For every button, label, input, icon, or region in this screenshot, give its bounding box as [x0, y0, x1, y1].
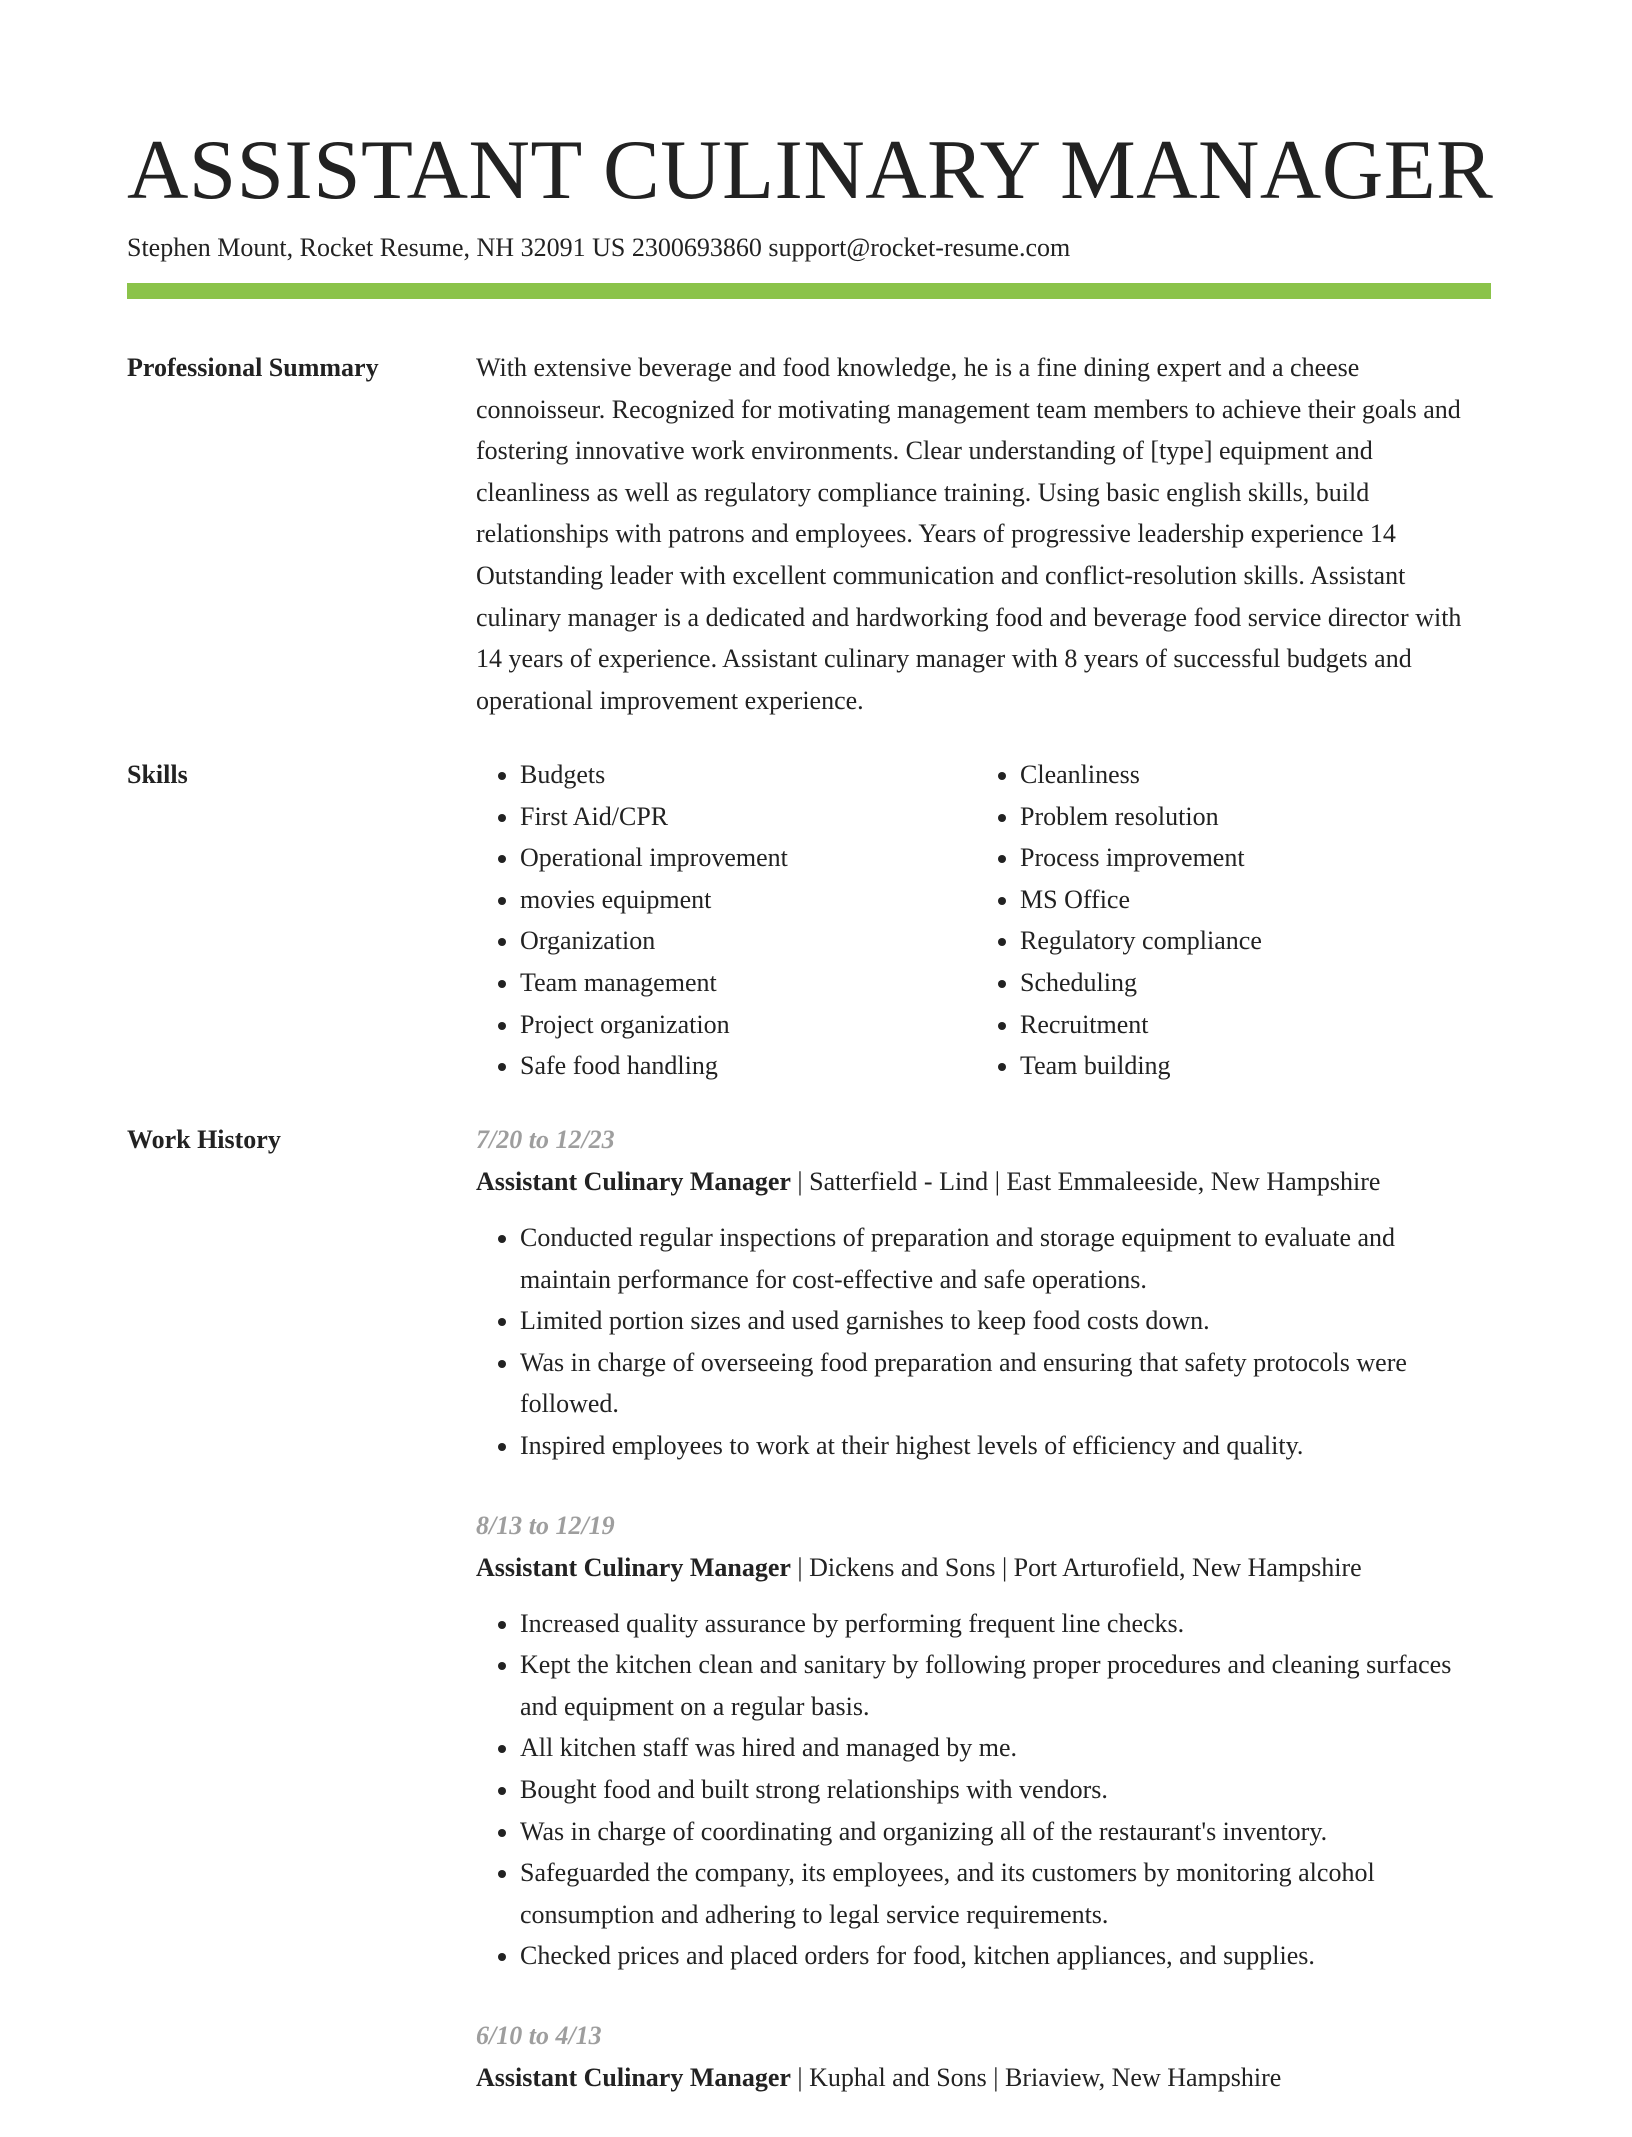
skill-item: • Safe food handling — [520, 1045, 976, 1087]
job-entry — [476, 2015, 1491, 2099]
skill-item: • movies equipment — [520, 879, 976, 921]
job-bullet: • Bought food and built strong relationships with vendors. — [520, 1769, 1491, 1811]
job-bullet-list — [476, 1217, 1491, 1467]
job-company: | Kuphal and Sons — [791, 2063, 987, 2092]
skill-item: • Scheduling — [1020, 962, 1476, 1004]
summary-text: With extensive beverage and food knowledge, he is a fine dining expert and a cheese connoisseur. Recognized for motivating management team members to achieve their goals and fostering innovative work environments. Clear understanding of [type] equipment and cleanliness as well as regulatory compliance training. Using basic english skills, build relationships with patrons and employees. Years of progressive leadership experience 14 Outstanding leader with excellent communication and conflict-resolution skills. Assistant culinary manager is a dedicated and hardworking food and beverage food service director with 14 years of experience. Assistant culinary manager with 8 years of successful budgets and operational improvement experience. — [476, 353, 1462, 715]
skill-item: • Process improvement — [1020, 837, 1476, 879]
skill-item: • Budgets — [520, 754, 976, 796]
job-location: | East Emmaleeside, New Hampshire — [988, 1167, 1380, 1196]
skills-body — [476, 754, 1491, 1087]
job-dates: 8/13 to 12/19 — [476, 1510, 615, 1540]
job-title: Assistant Culinary Manager — [476, 1552, 791, 1582]
job-header — [476, 1161, 1491, 1203]
contact-phone: 2300693860 — [631, 233, 762, 262]
job-title: Assistant Culinary Manager — [476, 1167, 791, 1196]
work-history-heading: Work History — [127, 1125, 281, 1154]
accent-divider — [127, 283, 1491, 299]
skill-item: • Regulatory compliance — [1020, 920, 1476, 962]
contact-name: Stephen Mount, — [127, 233, 294, 262]
skill-item: • Team building — [1020, 1045, 1476, 1087]
skill-item: • Recruitment — [1020, 1004, 1476, 1046]
skill-item: • Problem resolution — [1020, 796, 1476, 838]
job-dates: 7/20 to 12/23 — [476, 1125, 615, 1154]
contact-location: NH 32091 US — [476, 233, 626, 262]
job-bullet: • Was in charge of coordinating and organizing all of the restaurant's inventory. — [520, 1811, 1491, 1853]
skill-item: • Cleanliness — [1020, 754, 1476, 796]
skill-item: • Team management — [520, 962, 976, 1004]
job-header — [476, 1547, 1491, 1589]
job-entry — [476, 1505, 1491, 1977]
contact-line — [127, 232, 1070, 264]
job-bullet: • Increased quality assurance by performing frequent line checks. — [520, 1603, 1491, 1645]
job-bullet-list — [476, 1603, 1491, 1977]
job-bullet: • Inspired employees to work at their highest levels of efficiency and quality. — [520, 1425, 1491, 1467]
skill-item: • Organization — [520, 920, 976, 962]
skills-list-right — [976, 754, 1476, 1087]
job-bullet: • All kitchen staff was hired and managed by me. — [520, 1727, 1491, 1769]
skill-item: • Project organization — [520, 1004, 976, 1046]
job-bullet: • Safeguarded the company, its employees, and its customers by monitoring alcohol consumption and adhering to legal service requirements. — [520, 1852, 1491, 1935]
skill-item: • MS Office — [1020, 879, 1476, 921]
job-company: | Dickens and Sons — [791, 1553, 996, 1582]
job-header — [476, 2057, 1491, 2099]
skills-heading: Skills — [127, 760, 188, 789]
skill-item: • First Aid/CPR — [520, 796, 976, 838]
job-bullet: • Kept the kitchen clean and sanitary by following proper procedures and cleaning surfaces and equipment on a regular basis. — [520, 1644, 1491, 1727]
contact-company: Rocket Resume, — [299, 233, 471, 262]
skills-list-left — [476, 754, 976, 1087]
job-bullet: • Conducted regular inspections of preparation and storage equipment to evaluate and maintain performance for cost-effective and safe operations. — [520, 1217, 1491, 1300]
job-title: Assistant Culinary Manager — [476, 2062, 791, 2092]
job-location: | Port Arturofield, New Hampshire — [995, 1553, 1361, 1582]
job-bullet: • Checked prices and placed orders for food, kitchen appliances, and supplies. — [520, 1935, 1491, 1977]
contact-email[interactable]: support@rocket-resume.com — [768, 233, 1071, 262]
resume-title: ASSISTANT CULINARY MANAGER — [127, 123, 1494, 217]
job-location: | Briaview, New Hampshire — [987, 2063, 1282, 2092]
summary-heading: Professional Summary — [127, 353, 379, 382]
job-company: | Satterfield - Lind — [791, 1167, 988, 1196]
work-history-body — [476, 1119, 1491, 2137]
job-bullet: • Limited portion sizes and used garnishes to keep food costs down. — [520, 1300, 1491, 1342]
skill-item: • Operational improvement — [520, 837, 976, 879]
job-bullet: • Was in charge of overseeing food preparation and ensuring that safety protocols were followed. — [520, 1342, 1491, 1425]
job-entry — [476, 1119, 1491, 1467]
summary-body — [476, 347, 1491, 721]
job-dates: 6/10 to 4/13 — [476, 2020, 602, 2050]
